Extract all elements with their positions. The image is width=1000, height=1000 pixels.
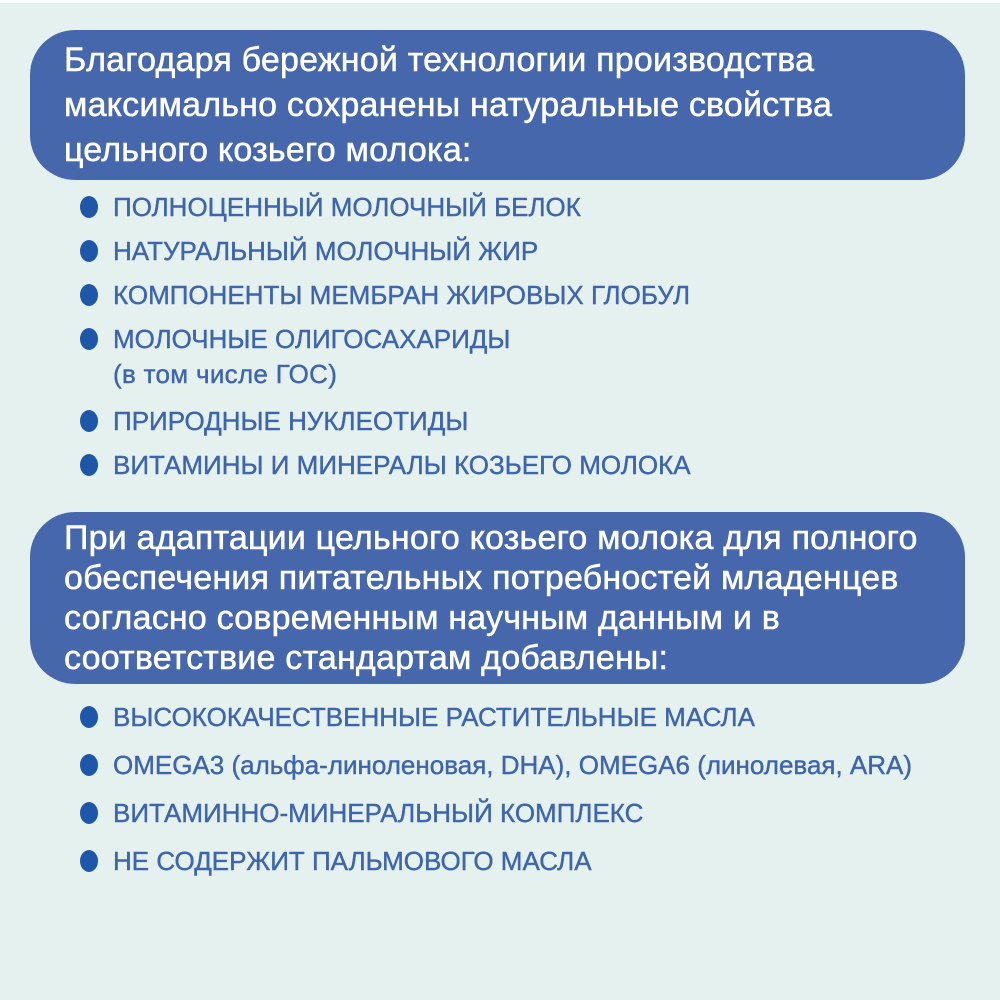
additives-header-line: При адаптации цельного козьего молока для полного	[64, 519, 918, 557]
additives-header-line: согласно современным научным данным и в	[64, 599, 781, 637]
natural-properties-list	[80, 192, 965, 494]
list-item	[80, 236, 965, 267]
list-item	[80, 798, 965, 829]
top-white-strip	[0, 0, 1000, 3]
list-item	[80, 192, 965, 223]
list-item-label: НЕ СОДЕРЖИТ ПАЛЬМОВОГО МАСЛА	[113, 846, 592, 876]
list-item	[80, 702, 965, 733]
list-item-label: ВИТАМИНЫ И МИНЕРАЛЫ КОЗЬЕГО МОЛОКА	[113, 450, 691, 480]
additives-header-line: соответствие стандартам добавлены:	[64, 639, 669, 677]
intro-header-line: максимально сохранены натуральные свойства	[64, 85, 833, 124]
list-item	[80, 280, 965, 311]
list-item-label: КОМПОНЕНТЫ МЕМБРАН ЖИРОВЫХ ГЛОБУЛ	[113, 280, 691, 310]
list-item-main-line: МОЛОЧНЫЕ ОЛИГОСАХАРИДЫ	[113, 324, 511, 354]
list-item-label: ПРИРОДНЫЕ НУКЛЕОТИДЫ	[113, 406, 469, 436]
additives-header-line: обеспечения питательных потребностей младенцев	[64, 559, 899, 597]
intro-header-line: Благодаря бережной технологии производства	[64, 40, 815, 79]
bullet-dot-icon	[80, 454, 98, 476]
bullet-dot-icon	[80, 196, 98, 218]
list-item	[80, 846, 965, 877]
list-item-label: ВИТАМИННО-МИНЕРАЛЬНЫЙ КОМПЛЕКС	[113, 798, 644, 828]
added-components-list	[80, 702, 965, 894]
additives-header-banner	[30, 512, 965, 684]
list-item-label: ВЫСОКОКАЧЕСТВЕННЫЕ РАСТИТЕЛЬНЫЕ МАСЛА	[113, 702, 755, 732]
bullet-dot-icon	[80, 284, 98, 306]
bullet-dot-icon	[80, 410, 98, 432]
bullet-dot-icon	[80, 240, 98, 262]
list-item-label: ПОЛНОЦЕННЫЙ МОЛОЧНЫЙ БЕЛОК	[113, 192, 581, 222]
list-item-label: НАТУРАЛЬНЫЙ МОЛОЧНЫЙ ЖИР	[113, 236, 539, 266]
intro-header-line: цельного козьего молока:	[64, 130, 472, 169]
intro-header-banner	[30, 30, 965, 180]
bullet-dot-icon	[80, 850, 98, 872]
bullet-dot-icon	[80, 754, 98, 776]
list-item	[80, 750, 965, 781]
list-item	[80, 406, 965, 437]
list-item-label	[113, 324, 510, 393]
list-item-sub-line: (в том числе ГОС)	[113, 359, 338, 389]
list-item	[80, 450, 965, 481]
bullet-dot-icon	[80, 328, 98, 350]
bullet-dot-icon	[80, 706, 98, 728]
list-item	[80, 324, 965, 393]
bullet-dot-icon	[80, 802, 98, 824]
list-item-label: OMEGA3 (альфа-линоленовая, DHA), OMEGA6 (линолевая, ARA)	[113, 750, 913, 780]
